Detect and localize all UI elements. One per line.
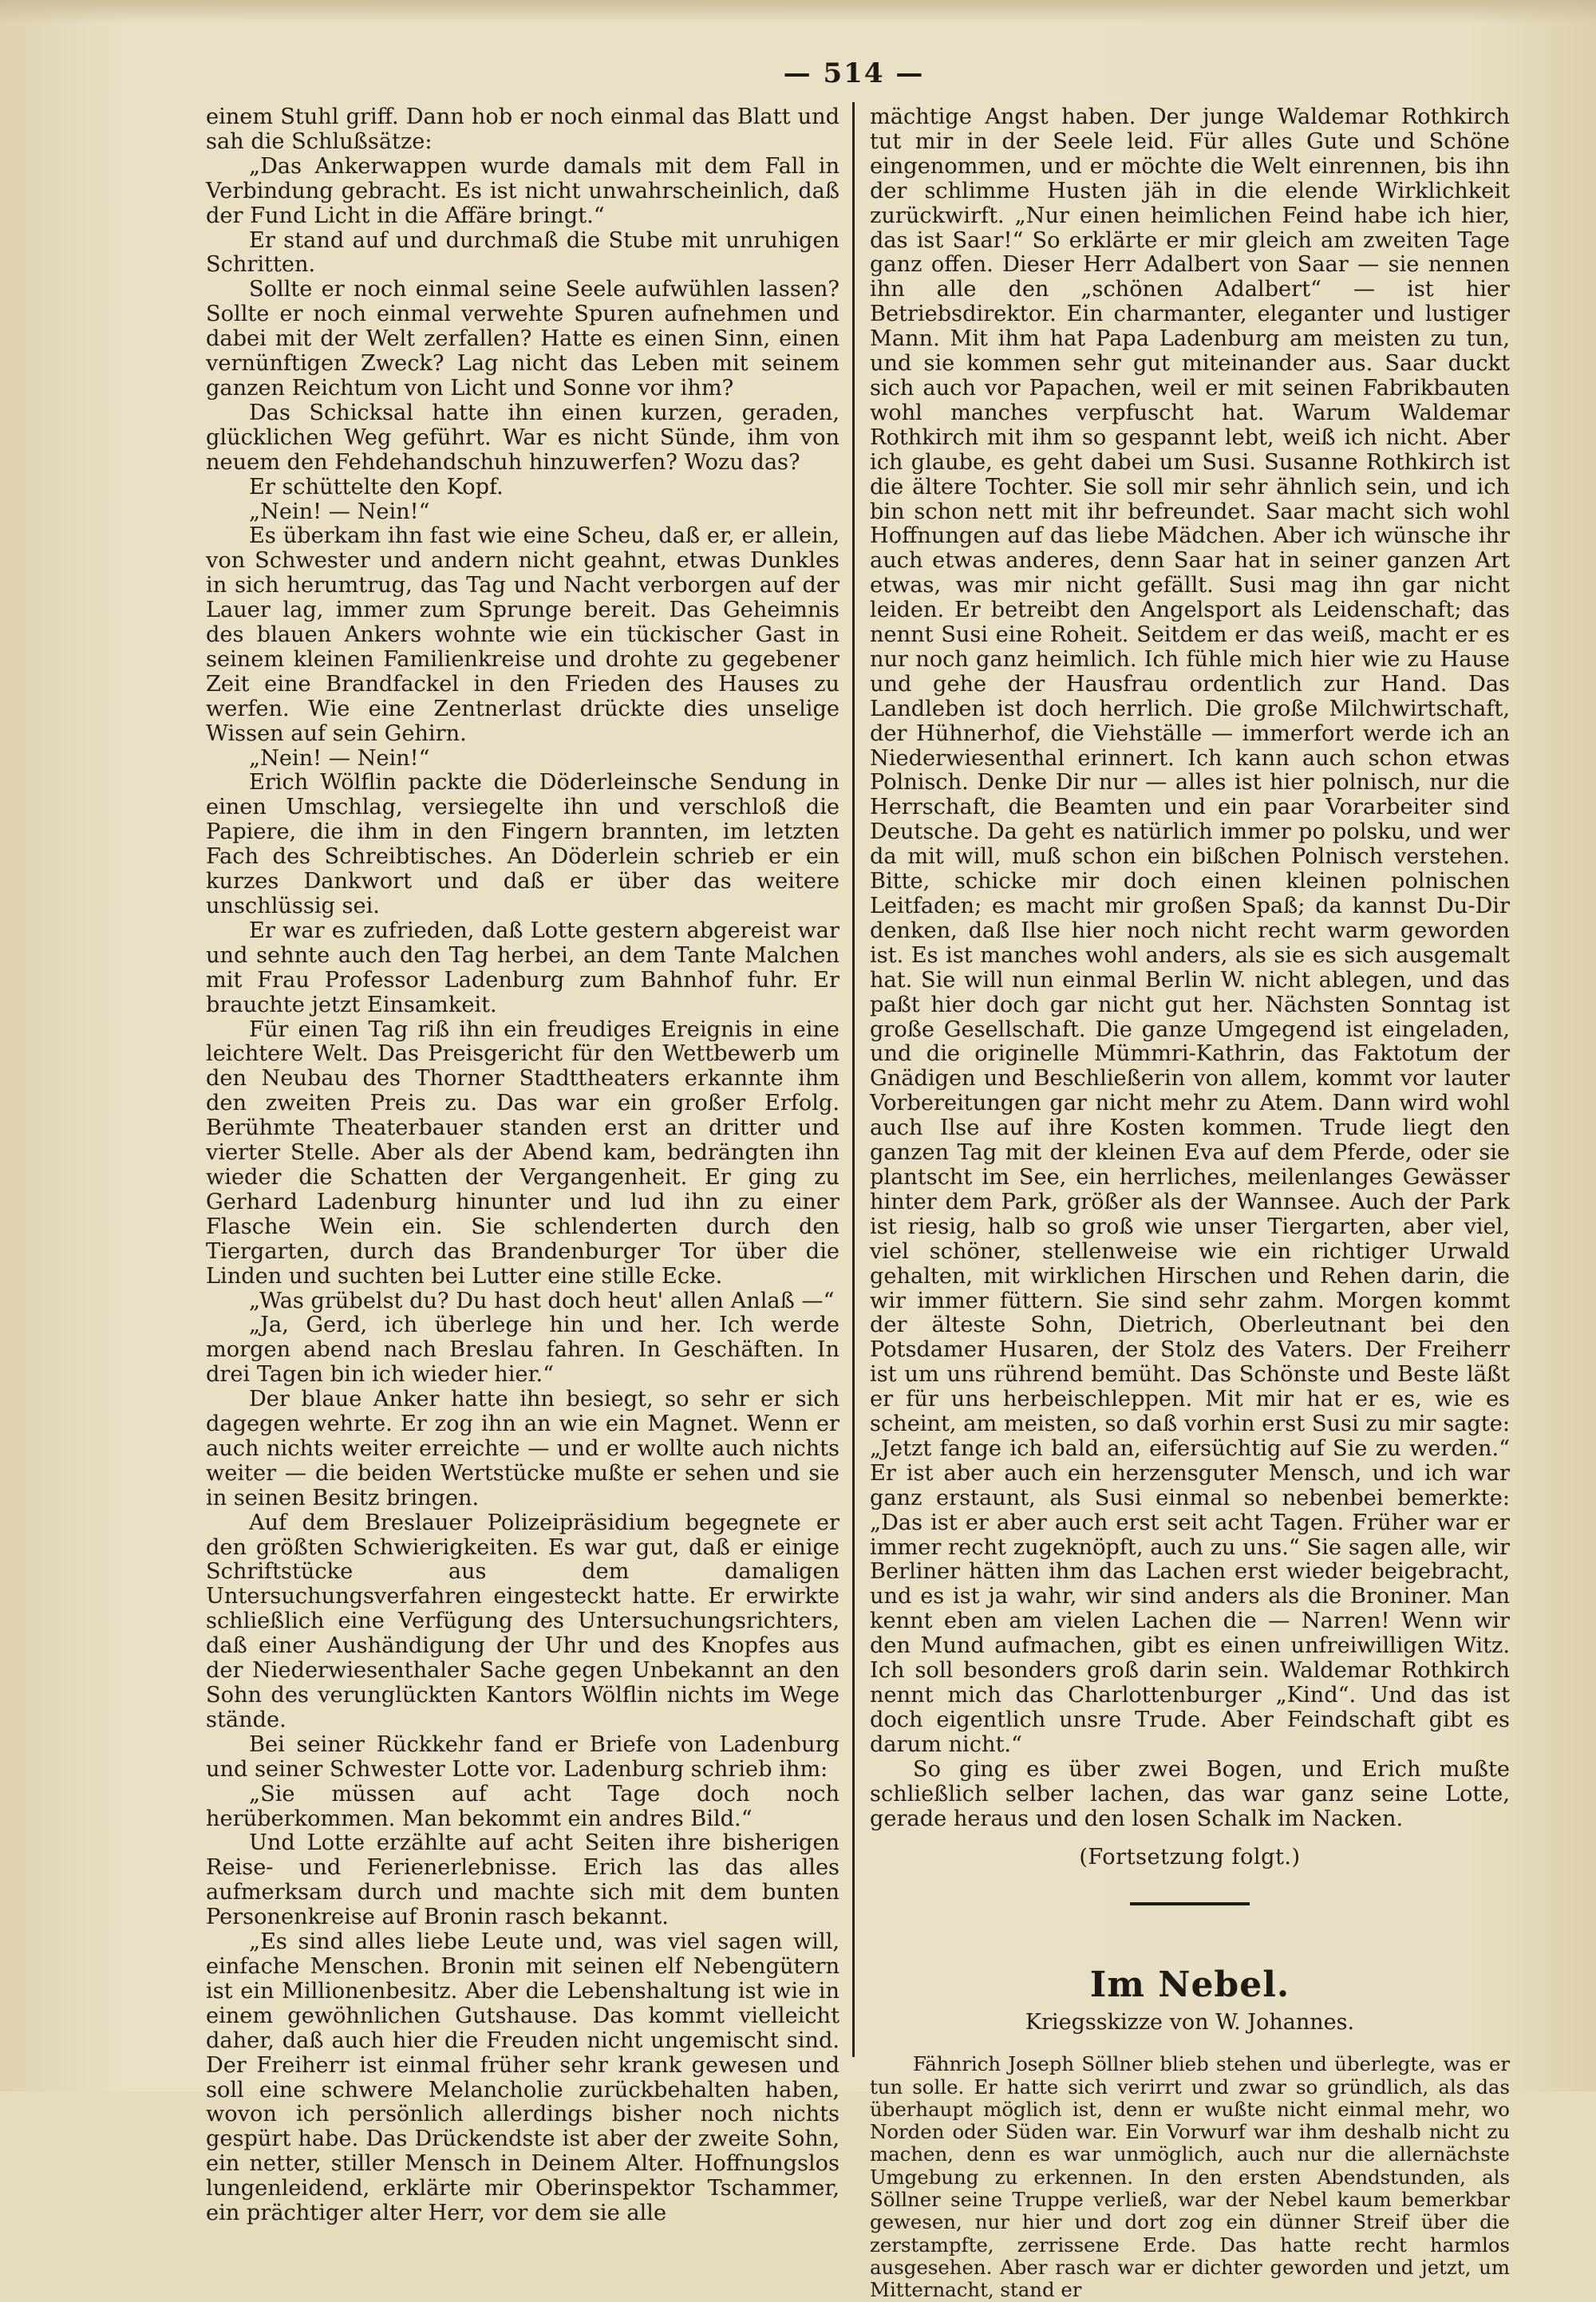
paragraph: Es überkam ihn fast wie eine Scheu, daß er, er allein, von Schwester und andern nicht geahnt, etwas Dunkles in sich herumtrug, das Tag und Nacht verborgen auf der Lauer lag, immer zum Sprunge bereit. Das Geheimnis des blauen Ankers wohnte wie ein tückischer Gast in seinem kleinen Familienkreise und drohte zu gegebener Zeit eine Brandfackel in den Frieden des Hauses zu werfen. Wie eine Zentnerlast drückte dies unselige Wissen auf sein Gehirn.: [206, 523, 839, 746]
paragraph: Das Schicksal hatte ihn einen kurzen, geraden, glücklichen Weg geführt. War es nicht Sünde, ihm von neuem den Fehdehandschuh hinzuwerfen? Wozu das?: [206, 400, 839, 475]
left-column: [206, 105, 839, 2226]
paragraph: Er stand auf und durchmaß die Stube mit unruhigen Schritten.: [206, 227, 839, 278]
paragraph: So ging es über zwei Bogen, und Erich mußte schließlich selber lachen, das war ganz seine Lotte, gerade heraus und den losen Schalk im Nacken.: [870, 1756, 1510, 1831]
continuation-note: (Fortsetzung folgt.): [1079, 1845, 1301, 1870]
paragraph: „Nein! — Nein!“: [249, 499, 430, 524]
paper-edge-shadow: [0, 0, 1596, 24]
paragraph: „Nein! — Nein!“: [249, 745, 430, 771]
right-column: [870, 105, 1510, 2302]
paragraph: „Sie müssen auf acht Tage doch noch herüberkommen. Man bekommt ein andres Bild.“: [206, 1781, 839, 1831]
story-byline: Kriegsskizze von W. Johannes.: [1025, 2010, 1355, 2035]
paragraph: einem Stuhl griff. Dann hob er noch einmal das Blatt und sah die Schlußsätze:: [206, 105, 839, 154]
paragraph: „Es sind alles liebe Leute und, was viel sagen will, einfache Menschen. Bronin mit seinen elf Nebengütern ist ein Millionenbesitz. Aber die Lebenshaltung ist wie in einem gewöhnlichen Gutshause. Das kommt vielleicht daher, daß auch hier die Freuden nicht ungemischt sind. Der Freiherr ist einmal früher sehr krank gewesen und soll eine schwere Melancholie zurückbehalten haben, wovon ich persönlich allerdings bisher noch nichts gespürt habe. Das Drückendste ist aber der zweite Sohn, ein netter, stiller Mensch in Deinem Alter. Hoffnungslos lungenleidend, erklärte mir Oberinspektor Tschammer, ein prächtiger alter Herr, vor dem sie alle: [206, 1929, 839, 2226]
paragraph: „Was grübelst du? Du hast doch heut' allen Anlaß —“: [249, 1288, 835, 1313]
paragraph: Und Lotte erzählte auf acht Seiten ihre bisherigen Reise- und Ferienerlebnisse. Erich las das alles aufmerksam durch und machte sich mit dem bunten Personenkreise auf Bronin rasch bekannt.: [206, 1830, 839, 1930]
column-divider: [852, 102, 855, 2057]
paragraph: Er schüttelte den Kopf.: [249, 474, 504, 499]
paragraph: Der blaue Anker hatte ihn besiegt, so sehr er sich dagegen wehrte. Er zog ihn an wie ein Magnet. Wenn er auch nichts weiter erreichte — und er wollte auch nichts weiter — die beiden Wertstücke mußte er sehen und sie in seinen Besitz bringen.: [206, 1387, 839, 1510]
paragraph: Bei seiner Rückkehr fand er Briefe von Ladenburg und seiner Schwester Lotte vor. Ladenburg schrieb ihm:: [206, 1731, 839, 1782]
story-title: Im Nebel.: [1089, 1964, 1290, 2006]
story-body: [870, 2053, 1510, 2301]
page-number: — 514 —: [783, 57, 925, 89]
paragraph: Für einen Tag riß ihn ein freudiges Ereignis in eine leichtere Welt. Das Preisgericht für den Wettbewerb um den Neubau des Thorner Stadttheaters erkannte ihm den zweiten Preis zu. Das war ein großer Erfolg. Berühmte Theaterbauer standen erst an dritter und vierter Stelle. Aber als der Abend kam, bedrängten ihn wieder die Schatten der Vergangenheit. Er ging zu Gerhard Ladenburg hinunter und lud ihn zu einer Flasche Wein ein. Sie schlenderten durch den Tiergarten, durch das Brandenburger Tor über die Linden und suchten bei Lutter eine stille Ecke.: [206, 1017, 839, 1289]
paragraph: Sollte er noch einmal seine Seele aufwühlen lassen? Sollte er noch einmal verwehte Spuren aufnehmen und dabei mit der Welt zerfallen? Hatte es einen Sinn, einen vernünftigen Zweck? Lag nicht das Leben mit seinem ganzen Reichtum von Licht und Sonne vor ihm?: [206, 277, 839, 401]
paragraph: „Das Ankerwappen wurde damals mit dem Fall in Verbindung gebracht. Es ist nicht unwahrscheinlich, daß der Fund Licht in die Affäre bringt.“: [206, 153, 839, 228]
section-divider: [1130, 1902, 1250, 1905]
paragraph: Auf dem Breslauer Polizeipräsidium begegnete er den größten Schwierigkeiten. Es war gut, daß er einige Schriftstücke aus dem damaligen Untersuchungsverfahren eingesteckt hatte. Er erwirkte schließlich eine Verfügung des Untersuchungsrichters, daß einer Aushändigung der Uhr und des Knopfes aus der Niederwiesenthaler Sache gegen Unbekannt an den Sohn des verunglückten Kantors Wölflin nichts im Wege stände.: [206, 1510, 839, 1732]
paragraph: Er war es zufrieden, daß Lotte gestern abgereist war und sehnte auch den Tag herbei, an dem Tante Malchen mit Frau Professor Ladenburg zum Bahnhof fuhr. Er brauchte jetzt Einsamkeit.: [206, 918, 839, 1017]
paragraph: Fähnrich Joseph Söllner blieb stehen und überlegte, was er tun solle. Er hatte sich verirrt und zwar so gründlich, als das überhaupt möglich ist, denn er wußte nicht einmal mehr, wo Norden oder Süden war. Ein Vorwurf war ihm deshalb nicht zu machen, denn es war unmöglich, auch nur die allernächste Umgebung zu erkennen. In den ersten Abendstunden, als Söllner seine Truppe verließ, war der Nebel kaum bemerkbar gewesen, nur hier und dort zog ein dünner Streif über die zerstampfte, zerrissene Erde. Das hatte recht harmlos ausgesehen. Aber rasch war er dichter geworden und jetzt, um Mitternacht, stand er: [870, 2052, 1510, 2302]
paragraph: mächtige Angst haben. Der junge Waldemar Rothkirch tut mir in der Seele leid. Für alles Gute und Schöne eingenommen, und er möchte die Welt einrennen, bis ihn der schlimme Husten jäh in die elende Wirklichkeit zurückwirft. „Nur einen heimlichen Feind habe ich hier, das ist Saar!“ So erklärte er mir gleich am zweiten Tage ganz offen. Dieser Herr Adalbert von Saar — sie nennen ihn alle den „schönen Adalbert“ — ist hier Betriebsdirektor. Ein charmanter, eleganter und lustiger Mann. Mit ihm hat Papa Ladenburg am meisten zu tun, und sie kommen sehr gut miteinander aus. Saar duckt sich auch vor Papachen, weil er mit seinen Fabrikbauten wohl manches verpfuscht hat. Warum Waldemar Rothkirch mit ihm so gespannt lebt, weiß ich nicht. Aber ich glaube, es geht dabei um Susi. Susanne Rothkirch ist die ältere Tochter. Sie soll mir sehr ähnlich sein, und ich bin schon nett mit ihr befreundet. Saar macht sich wohl Hoffnungen auf das liebe Mädchen. Aber ich wünsche ihr auch etwas anderes, denn Saar hat in seiner ganzen Art etwas, was mir nicht gefällt. Susi mag ihn gar nicht leiden. Er betreibt den Angelsport als Leidenschaft; das nennt Susi eine Roheit. Seitdem er das weiß, macht er es nur noch ganz heimlich. Ich fühle mich hier wie zu Hause und gehe der Hausfrau ordentlich zur Hand. Das Landleben ist doch herrlich. Die große Milchwirtschaft, der Hühnerhof, die Viehställe — immerfort werde ich an Niederwiesenthal erinnert. Ich kann auch schon etwas Polnisch. Denke Dir nur — alles ist hier polnisch, nur die Herrschaft, die Beamten und ein paar Vorarbeiter sind Deutsche. Da geht es natürlich immer po polsku, und wer da mit will, muß schon ein bißchen Polnisch verstehen. Bitte, schicke mir doch einen kleinen polnischen Leitfaden; es macht mir großen Spaß; da kannst Du-Dir denken, daß Ilse hier noch nicht recht warm geworden ist. Es ist manches wohl anders, als sie es sich ausgemalt hat. Sie will nun einmal Berlin W. nicht ablegen, und das paßt hier doch gar nicht gut her. Nächsten Sonntag ist große Gesellschaft. Die ganze Umgegend ist eingeladen, und die originelle Mümmri-Kathrin, das Faktotum der Gnädigen und Beschließerin von allem, kommt vor lauter Vorbereitungen gar nicht mehr zu Atem. Dann wird wohl auch Ilse auf ihre Kosten kommen. Trude liegt den ganzen Tag mit der kleinen Eva auf dem Pferde, oder sie plantscht im See, ein herrliches, meilenlanges Gewässer hinter dem Park, größer als der Wannsee. Auch der Park ist riesig, halb so groß wie unser Tiergarten, aber viel, viel schöner, stellenweise wie ein richtiger Urwald gehalten, mit wirklichen Hirschen und Rehen darin, die wir immer füttern. Sie sind sehr zahm. Morgen kommt der älteste Sohn, Dietrich, Oberleutnant bei den Potsdamer Husaren, der Stolz des Vaters. Der Freiherr ist um uns rührend bemüht. Das Schönste und Beste läßt er für uns herbeischleppen. Mit mir hat er es, wie es scheint, am meisten, so daß vorhin erst Susi zu mir sagte: „Jetzt fange ich bald an, eifersüchtig auf Sie zu werden.“ Er ist aber auch ein herzensguter Mensch, und ich war ganz erstaunt, als Susi einmal so nebenbei bemerkte: „Das ist er aber auch erst seit acht Tagen. Früher war er immer recht zugeknöpft, auch zu uns.“ Sie sagen alle, wir Berliner hätten ihm das Lachen erst wieder beigebracht, und es ist ja wahr, wir sind anders als die Broniner. Man kennt eben am vielen Lachen die — Narren! Wenn wir den Mund aufmachen, gibt es einen unfreiwilligen Witz. Ich soll besonders groß darin sein. Waldemar Rothkirch nennt mich das Charlottenburger „Kind“. Und das ist doch eigentlich unsre Trude. Aber Feindschaft gibt es darum nicht.“: [870, 105, 1510, 1757]
paragraph: Erich Wölflin packte die Döderleinsche Sendung in einen Umschlag, versiegelte ihn und verschloß die Papiere, die ihm in den Fingern brannten, im letzten Fach des Schreibtisches. An Döderlein schrieb er ein kurzes Dankwort und daß er über das weitere unschlüssig sei.: [206, 770, 839, 918]
paragraph: „Ja, Gerd, ich überlege hin und her. Ich werde morgen abend nach Breslau fahren. In Geschäften. In drei Tagen bin ich wieder hier.“: [206, 1313, 839, 1388]
